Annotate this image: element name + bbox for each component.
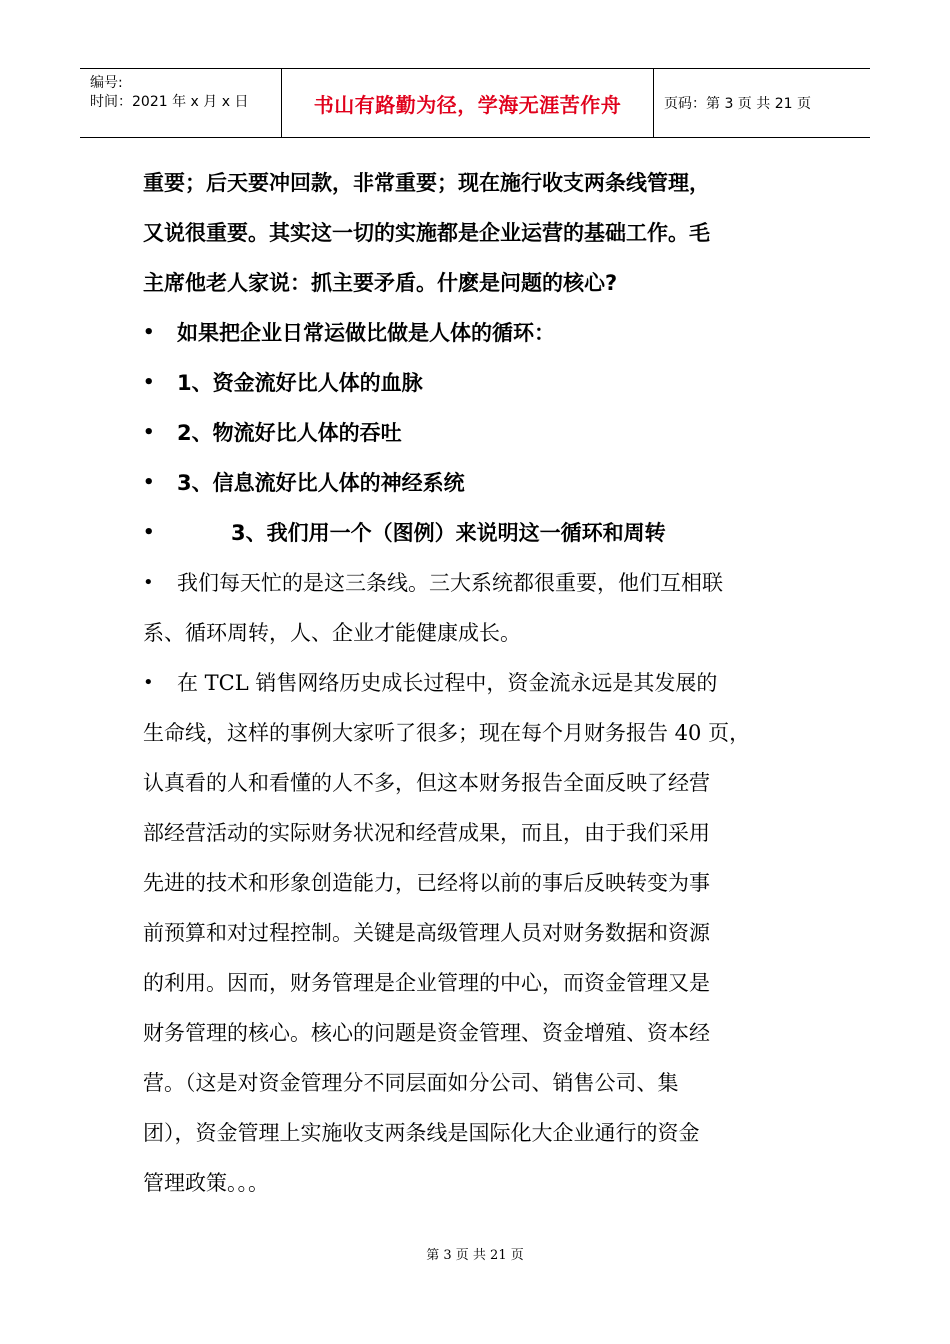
list-item-text: 在 TCL 销售网络历史成长过程中，资金流永远是其发展的 <box>177 671 718 695</box>
list-item-text: 我们每天忙的是这三条线。三大系统都很重要，他们互相联 <box>177 571 723 595</box>
paragraph-line: 的利用。因而，财务管理是企业管理的中心，而资金管理又是 <box>143 971 710 995</box>
motto-text: 书山有路勤为径，学海无涯苦作舟 <box>313 92 622 117</box>
page-code: 页码：第 3 页 共 21 页 <box>664 96 811 112</box>
paragraph-line: 认真看的人和看懂的人不多，但这本财务报告全面反映了经营 <box>143 771 710 795</box>
bullet-icon: • <box>143 422 155 443</box>
bullet-icon: • <box>143 322 155 343</box>
paragraph-line: 前预算和对过程控制。关键是高级管理人员对财务数据和资源 <box>143 921 710 945</box>
list-item-text: 如果把企业日常运做比做是人体的循环： <box>177 321 555 345</box>
date-label: 时间：2021 年 x 月 x 日 <box>90 94 249 110</box>
doc-number-label: 编号: <box>90 75 123 91</box>
bullet-icon: • <box>143 572 154 593</box>
header-page-cell <box>654 69 870 137</box>
page-footer: 第 3 页 共 21 页 <box>426 1248 524 1263</box>
paragraph-line: 重要；后天要冲回款，非常重要；现在施行收支两条线管理， <box>143 171 710 195</box>
header-meta-cell <box>80 69 282 137</box>
header-motto-cell <box>282 69 654 137</box>
list-item-text: 3、我们用一个（图例）来说明这一循环和周转 <box>231 521 666 545</box>
list-item-text: 3、信息流好比人体的神经系统 <box>177 471 465 495</box>
paragraph-line: 系、循环周转，人、企业才能健康成长。 <box>143 621 521 645</box>
paragraph-line: 财务管理的核心。核心的问题是资金管理、资金增殖、资本经 <box>143 1021 710 1045</box>
paragraph-line: 管理政策。。。 <box>143 1171 269 1195</box>
list-item-text: 1、资金流好比人体的血脉 <box>177 371 423 395</box>
paragraph-line: 又说很重要。其实这一切的实施都是企业运营的基础工作。毛 <box>143 221 710 245</box>
bullet-icon: • <box>143 372 155 393</box>
list-item-text: 2、物流好比人体的吞吐 <box>177 421 402 445</box>
paragraph-line: 主席他老人家说：抓主要矛盾。什麽是问题的核心? <box>143 271 618 295</box>
page-header <box>80 68 870 138</box>
bullet-icon: • <box>143 672 154 693</box>
paragraph-line: 团），资金管理上实施收支两条线是国际化大企业通行的资金 <box>143 1121 700 1145</box>
paragraph-line: 生命线，这样的事例大家听了很多；现在每个月财务报告 40 页， <box>143 721 751 745</box>
paragraph-line: 营。（这是对资金管理分不同层面如分公司、销售公司、集 <box>143 1071 679 1095</box>
bullet-icon: • <box>143 522 155 543</box>
paragraph-line: 部经营活动的实际财务状况和经营成果，而且，由于我们采用 <box>143 821 710 845</box>
bullet-icon: • <box>143 472 155 493</box>
paragraph-line: 先进的技术和形象创造能力，已经将以前的事后反映转变为事 <box>143 871 710 895</box>
